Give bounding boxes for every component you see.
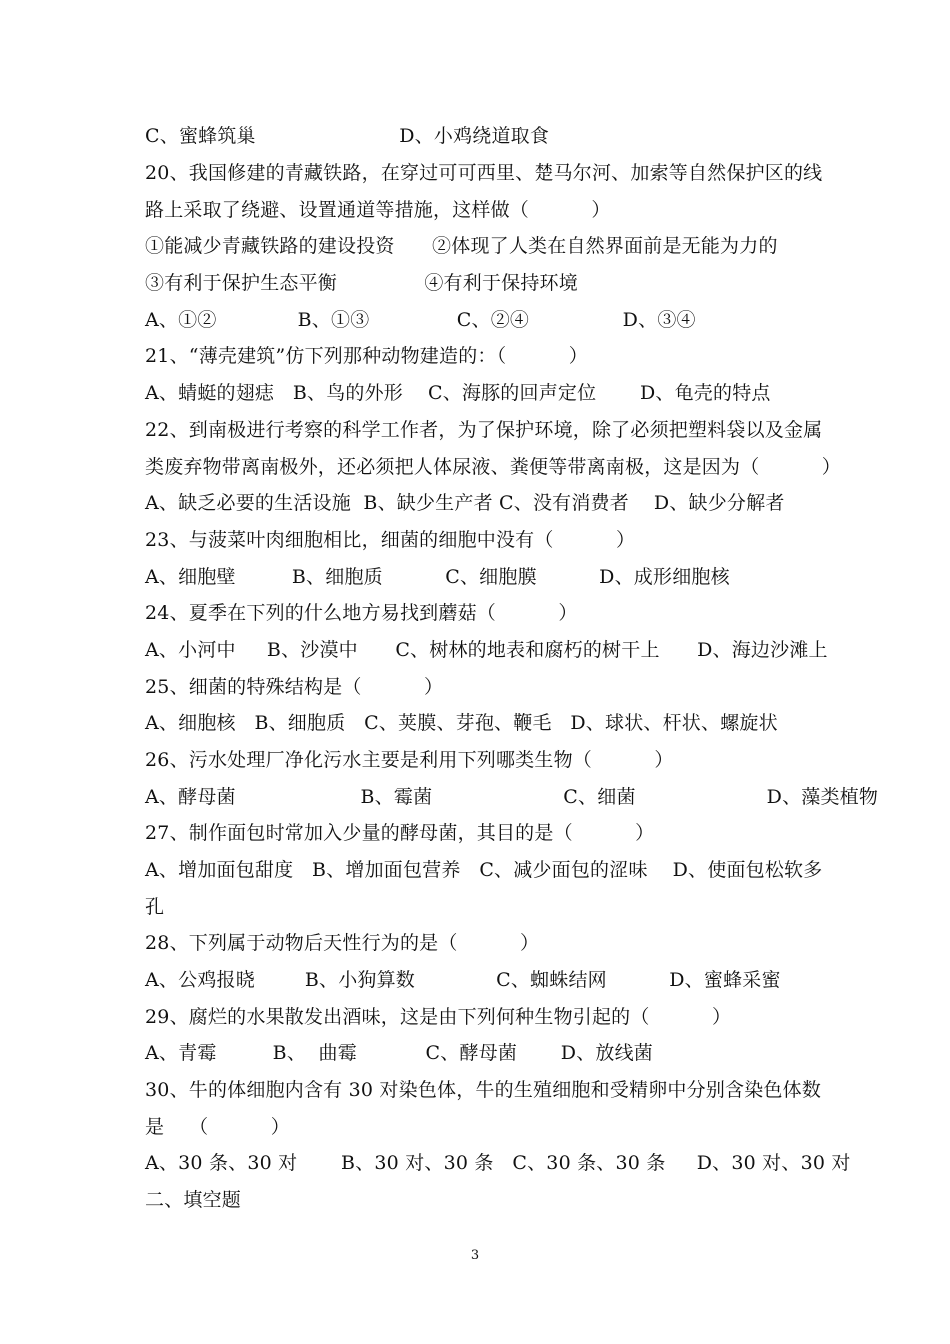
text-line: 26、污水处理厂净化污水主要是利用下列哪类生物（ ） — [145, 749, 674, 771]
text-line: A、①② B、①③ C、②④ D、③④ — [145, 309, 696, 331]
text-line: A、蜻蜓的翅痣 B、鸟的外形 C、海豚的回声定位 D、龟壳的特点 — [145, 382, 771, 404]
text-line: 21、“薄壳建筑”仿下列那种动物建造的：（ ） — [145, 345, 588, 367]
text-line: 28、下列属于动物后天性行为的是（ ） — [145, 932, 540, 954]
text-line: 27、制作面包时常加入少量的酵母菌，其目的是（ ） — [145, 822, 655, 844]
text-line: A、青霉 B、 曲霉 C、酵母菌 D、放线菌 — [145, 1042, 654, 1064]
text-line: A、细胞壁 B、细胞质 C、细胞膜 D、成形细胞核 — [145, 566, 730, 588]
text-line: A、缺乏必要的生活设施 B、缺少生产者 C、没有消费者 D、缺少分解者 — [145, 492, 785, 514]
text-line: 29、腐烂的水果散发出酒味，这是由下列何种生物引起的（ ） — [145, 1006, 732, 1028]
text-line: ①能减少青藏铁路的建设投资 ②体现了人类在自然界面前是无能为力的 — [145, 235, 778, 257]
text-line: 路上采取了绕避、设置通道等措施，这样做（ ） — [145, 199, 611, 221]
text-line: 22、到南极进行考察的科学工作者，为了保护环境，除了必须把塑料袋以及金属 — [145, 419, 823, 441]
section-heading: 二、填空题 — [145, 1189, 242, 1211]
text-line: 孔 — [145, 896, 165, 918]
text-line: 23、与菠菜叶肉细胞相比，细菌的细胞中没有（ ） — [145, 529, 636, 551]
text-line: ③有利于保护生态平衡 ④有利于保持环境 — [145, 272, 578, 294]
text-line: 20、我国修建的青藏铁路，在穿过可可西里、楚马尔河、加索等自然保护区的线 — [145, 162, 823, 184]
text-line: A、增加面包甜度 B、增加面包营养 C、减少面包的涩味 D、使面包松软多 — [145, 859, 823, 881]
text-line: 25、细菌的特殊结构是（ ） — [145, 676, 444, 698]
text-line: A、酵母菌 B、霉菌 C、细菌 D、藻类植物 — [145, 786, 879, 808]
page-number: 3 — [470, 1248, 480, 1263]
text-line: 是 （ ） — [145, 1116, 290, 1138]
text-line: 30、牛的体细胞内含有 30 对染色体，牛的生殖细胞和受精卵中分别含染色体数 — [145, 1079, 822, 1101]
text-line: A、小河中 B、沙漠中 C、树林的地表和腐朽的树干上 D、海边沙滩上 — [145, 639, 828, 661]
text-line: A、公鸡报晓 B、小狗算数 C、蜘蛛结网 D、蜜蜂采蜜 — [145, 969, 781, 991]
text-line: A、30 条、30 对 B、30 对、30 条 C、30 条、30 条 D、30 对、30 对 — [145, 1152, 851, 1174]
text-line: 类废弃物带离南极外，还必须把人体尿液、粪便等带离南极，这是因为（ ） — [145, 456, 841, 478]
text-line: 24、夏季在下列的什么地方易找到蘑菇（ ） — [145, 602, 578, 624]
text-line: C、蜜蜂筑巢 D、小鸡绕道取食 — [145, 125, 550, 147]
text-line: A、细胞核 B、细胞质 C、荚膜、芽孢、鞭毛 D、球状、杆状、螺旋状 — [145, 712, 778, 734]
